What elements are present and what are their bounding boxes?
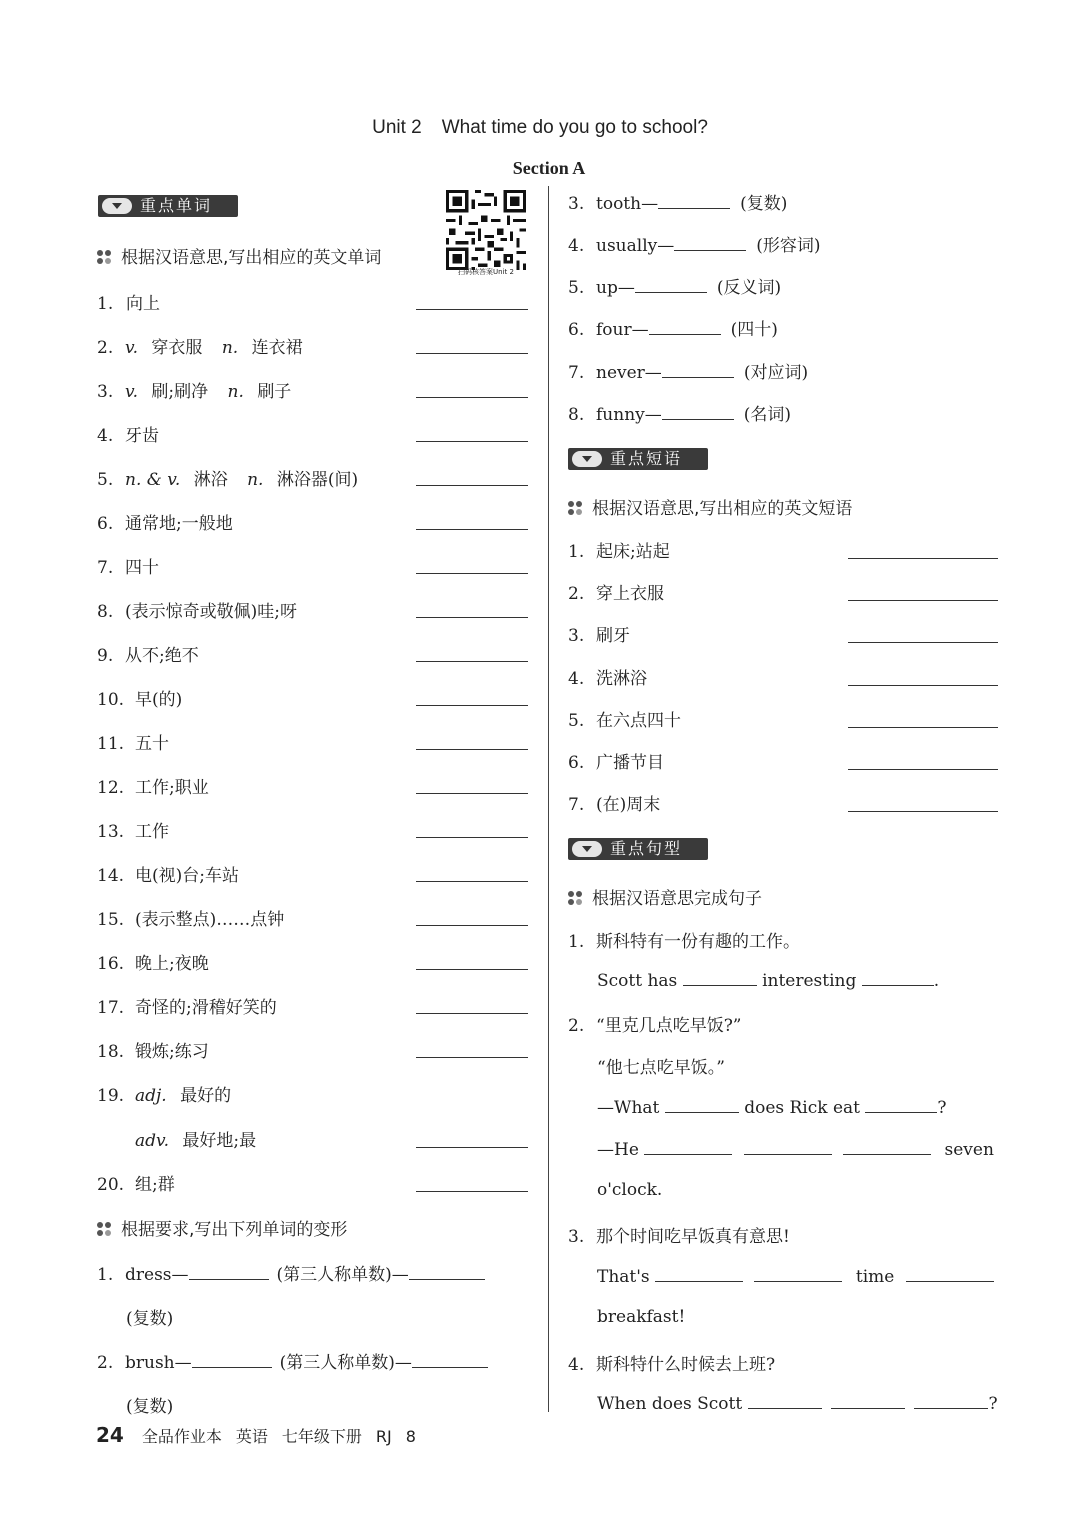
list-item: 4. 洗淋浴 — [568, 669, 647, 689]
section-title: Section A — [512, 158, 586, 178]
sentence-answer: —He seven — [597, 1140, 994, 1160]
answer-blank[interactable] — [831, 1392, 905, 1409]
list-item: 2. 穿上衣服 — [568, 584, 664, 604]
unit-title — [0, 117, 1080, 139]
answer-blank[interactable] — [662, 361, 734, 378]
grade: 七年级下册 — [281, 1427, 362, 1446]
list-item: 3. v. 刷;刷净 n. 刷子 — [97, 382, 292, 402]
list-item: 17. 奇怪的;滑稽好笑的 — [97, 998, 277, 1018]
chevron-down-icon — [102, 198, 132, 214]
chevron-down-icon — [572, 841, 602, 857]
page-number: 24 — [96, 1423, 124, 1447]
list-item: 7. 四十 — [97, 558, 159, 578]
list-item: 3. 刷牙 — [568, 626, 630, 646]
sentence-prompt: 4. 斯科特什么时候去上班? — [568, 1355, 776, 1375]
section-badge-sentences: 重点句型 — [568, 838, 708, 860]
answer-blank[interactable] — [416, 1190, 528, 1192]
qr-caption: 扫码核答案Unit 2 — [458, 268, 514, 276]
list-item-note: (复数) — [126, 1309, 174, 1329]
answer-blank[interactable] — [843, 1138, 931, 1155]
sentence-answer: —What does Rick eat ? — [597, 1098, 947, 1118]
answer-blank[interactable] — [658, 192, 730, 209]
answer-blank[interactable] — [412, 1351, 488, 1368]
list-item: 5. 在六点四十 — [568, 711, 681, 731]
list-item: 18. 锻炼;练习 — [97, 1042, 209, 1062]
answer-blank[interactable] — [744, 1138, 832, 1155]
qr-code[interactable] — [446, 190, 526, 270]
list-item: 7. (在)周末 — [568, 795, 661, 815]
list-item: 10. 早(的) — [97, 690, 183, 710]
answer-blank[interactable] — [665, 1096, 739, 1113]
sentence-prompt: “他七点吃早饭。” — [597, 1058, 725, 1078]
answer-blank[interactable] — [416, 440, 528, 442]
flower-icon — [97, 1222, 115, 1236]
answer-blank[interactable] — [416, 352, 528, 354]
list-item: 11. 五十 — [97, 734, 169, 754]
list-item: 6. four— (四十) — [568, 320, 778, 340]
list-item: adv. 最好地;最 — [135, 1131, 257, 1151]
section-badge-words: 重点单词 — [98, 195, 238, 217]
answer-blank[interactable] — [649, 318, 721, 335]
sentence-answer: That's time — [597, 1265, 994, 1287]
flower-icon — [97, 250, 115, 264]
list-item: 6. 广播节目 — [568, 753, 664, 773]
list-item: 12. 工作;职业 — [97, 778, 209, 798]
answer-blank[interactable] — [754, 1265, 842, 1282]
answer-blank[interactable] — [848, 557, 998, 559]
sentence-prompt: 3. 那个时间吃早饭真有意思! — [568, 1227, 790, 1247]
answer-blank[interactable] — [192, 1351, 272, 1368]
list-item: 2. brush— (第三人称单数)— — [97, 1348, 488, 1373]
instruction-phrases: 根据汉语意思,写出相应的英文短语 — [568, 494, 852, 519]
instruction-forms: 根据要求,写出下列单词的变形 — [97, 1215, 347, 1240]
list-item: 6. 通常地;一般地 — [97, 514, 233, 534]
answer-blank[interactable] — [416, 572, 528, 574]
chevron-down-icon — [572, 451, 602, 467]
answer-blank[interactable] — [662, 403, 734, 420]
list-item: 5. up— (反义词) — [568, 278, 782, 298]
answer-blank[interactable] — [416, 396, 528, 398]
answer-blank[interactable] — [644, 1138, 732, 1155]
answer-blank[interactable] — [416, 836, 528, 838]
answer-blank[interactable] — [409, 1263, 485, 1280]
answer-blank[interactable] — [865, 1096, 937, 1113]
answer-blank[interactable] — [655, 1265, 743, 1282]
list-item: 7. never— (对应词) — [568, 363, 809, 383]
sentence-answer-cont: breakfast! — [597, 1307, 686, 1327]
unit-question: What time do you go to school? — [441, 117, 708, 138]
answer-blank[interactable] — [848, 810, 998, 812]
list-item: 2. v. 穿衣服 n. 连衣裙 — [97, 338, 303, 358]
answer-blank[interactable] — [674, 234, 746, 251]
answer-blank[interactable] — [416, 748, 528, 750]
list-item: 9. 从不;绝不 — [97, 646, 199, 666]
answer-blank[interactable] — [848, 641, 998, 643]
answer-blank[interactable] — [416, 308, 528, 310]
subject: 英语 — [235, 1427, 268, 1446]
edition: RJ — [375, 1427, 392, 1446]
answer-blank[interactable] — [416, 1146, 528, 1148]
instruction-words: 根据汉语意思,写出相应的英文单词 — [97, 243, 381, 268]
answer-blank[interactable] — [416, 968, 528, 970]
answer-blank[interactable] — [914, 1392, 988, 1409]
answer-blank[interactable] — [748, 1392, 822, 1409]
answer-blank[interactable] — [635, 276, 707, 293]
answer-blank[interactable] — [848, 684, 998, 686]
sentence-prompt: 1. 斯科特有一份有趣的工作。 — [568, 932, 800, 952]
answer-blank[interactable] — [416, 924, 528, 926]
flower-icon — [568, 501, 586, 515]
section-badge-phrases: 重点短语 — [568, 448, 708, 470]
answer-blank[interactable] — [416, 528, 528, 530]
list-item: 3. tooth— (复数) — [568, 194, 788, 214]
answer-blank[interactable] — [416, 1056, 528, 1058]
answer-blank[interactable] — [416, 880, 528, 882]
list-item-note: (复数) — [126, 1397, 174, 1417]
list-item: 19. adj. 最好的 — [97, 1086, 232, 1106]
answer-blank[interactable] — [848, 726, 998, 728]
list-item: 16. 晚上;夜晚 — [97, 954, 209, 974]
list-item: 1. dress— (第三人称单数)— — [97, 1260, 485, 1285]
answer-blank[interactable] — [416, 660, 528, 662]
answer-blank[interactable] — [416, 616, 528, 618]
list-item: 1. 起床;站起 — [568, 542, 670, 562]
answer-blank[interactable] — [416, 792, 528, 794]
list-item: 15. (表示整点)……点钟 — [97, 910, 285, 930]
sentence-answer: When does Scott ? — [597, 1394, 998, 1414]
answer-blank[interactable] — [416, 484, 528, 486]
answer-blank[interactable] — [862, 969, 934, 986]
sentence-answer: Scott has interesting . — [597, 971, 940, 991]
answer-blank[interactable] — [848, 768, 998, 770]
list-item: 1. 向上 — [97, 294, 160, 314]
answer-blank[interactable] — [848, 599, 998, 601]
instruction-sentences: 根据汉语意思完成句子 — [568, 884, 762, 909]
answer-blank[interactable] — [189, 1263, 269, 1280]
list-item: 4. usually— (形容词) — [568, 236, 821, 256]
list-item: 5. n. & v. 淋浴 n. 淋浴器(间) — [97, 470, 359, 490]
footer-extra: 8 — [405, 1427, 416, 1446]
list-item: 8. funny— (名词) — [568, 405, 792, 425]
unit-label: Unit 2 — [372, 117, 422, 138]
answer-blank[interactable] — [416, 704, 528, 706]
list-item: 8. (表示惊奇或敬佩)哇;呀 — [97, 602, 297, 622]
list-item: 13. 工作 — [97, 822, 169, 842]
book-title: 全品作业本 — [141, 1427, 222, 1446]
answer-blank[interactable] — [683, 969, 757, 986]
answer-blank[interactable] — [906, 1265, 994, 1282]
sentence-prompt: 2. “里克几点吃早饭?” — [568, 1016, 742, 1036]
flower-icon — [568, 891, 586, 905]
sentence-answer-cont: o'clock. — [597, 1180, 663, 1200]
column-divider — [548, 186, 549, 1412]
page-footer — [96, 1423, 430, 1447]
list-item: 4. 牙齿 — [97, 426, 159, 446]
list-item: 14. 电(视)台;车站 — [97, 866, 239, 886]
list-item: 20. 组;群 — [97, 1175, 175, 1195]
answer-blank[interactable] — [416, 1012, 528, 1014]
